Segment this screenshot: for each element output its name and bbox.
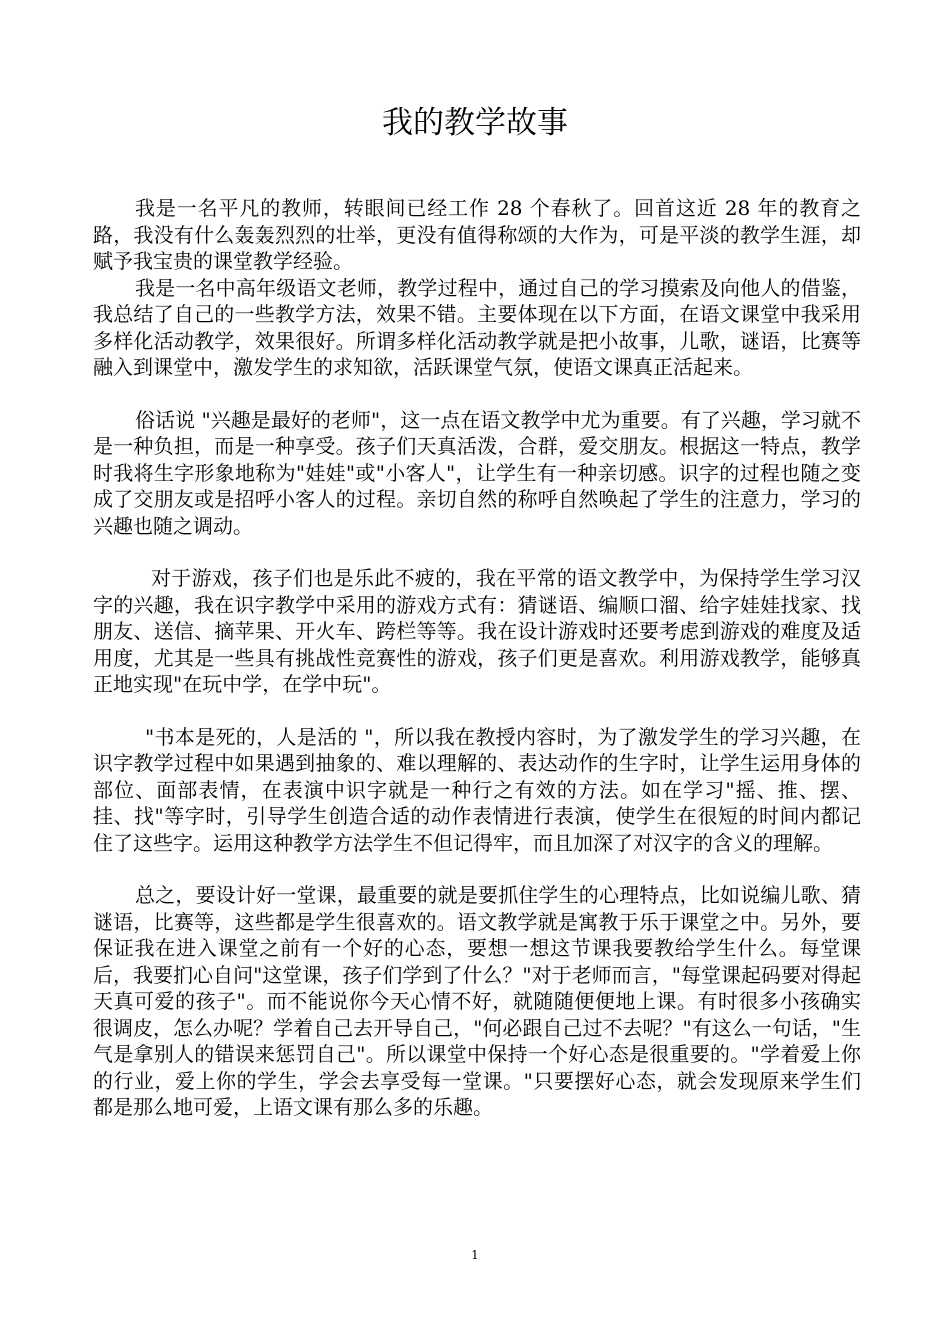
- paragraph-spacer: [93, 539, 861, 565]
- paragraph-teaching-methods: 我是一名中高年级语文老师，教学过程中，通过自己的学习摸索及向他人的借鉴，我总结了自己的一些教学方法，效果不错。主要体现在以下方面，在语文课堂中我采用多样化活动教学，效果很好。所谓多样化活动教学就是把小故事，儿歌，谜语，比赛等融入到课堂中，激发学生的求知欲，活跃课堂气氛，使语文课真正活起来。: [93, 275, 861, 379]
- paragraph-spacer: [93, 381, 861, 407]
- paragraph-intro: 我是一名平凡的教师，转眼间已经工作 28 个春秋了。回首这近 28 年的教育之路，我没有什么轰轰烈烈的壮举，更没有值得称颂的大作为，可是平淡的教学生涯，却赋予我宝贵的课堂教学经验。: [93, 196, 861, 273]
- paragraph-interest: 俗话说 "兴趣是最好的老师"，这一点在语文教学中尤为重要。有了兴趣，学习就不是一种负担，而是一种享受。孩子们天真活泼，合群，爱交朋友。根据这一特点，教学时我将生字形象地称为"娃娃"或"小客人"，让学生有一种亲切感。识字的过程也随之变成了交朋友或是招呼小客人的过程。亲切自然的称呼自然唤起了学生的注意力，学习的兴趣也随之调动。: [93, 407, 861, 538]
- document-title: 我的教学故事: [382, 105, 568, 141]
- paragraph-spacer: [93, 698, 861, 724]
- page-number: 1: [471, 1248, 479, 1262]
- paragraph-performance: "书本是死的，人是活的 "，所以我在教授内容时，为了激发学生的学习兴趣，在识字教学过程中如果遇到抽象的、难以理解的、表达动作的生字时，让学生运用身体的部位、面部表情，在表演中识字就是一种行之有效的方法。如在学习"摇、推、摆、挂、找"等字时，引导学生创造合适的动作表情进行表演，使学生在很短的时间内都记住了这些字。运用这种教学方法学生不但记得牢，而且加深了对汉字的含义的理解。: [93, 724, 861, 855]
- document-body: [93, 195, 861, 1121]
- paragraph-games: 对于游戏，孩子们也是乐此不疲的，我在平常的语文教学中，为保持学生学习汉字的兴趣，我在识字教学中采用的游戏方式有：猜谜语、编顺口溜、给字娃娃找家、找朋友、送信、摘苹果、开火车、跨栏等等。我在设计游戏时还要考虑到游戏的难度及适用度，尤其是一些具有挑战性竞赛性的游戏，孩子们更是喜欢。利用游戏教学，能够真正地实现"在玩中学，在学中玩"。: [93, 566, 861, 696]
- paragraph-spacer: [93, 856, 861, 882]
- paragraph-conclusion: 总之，要设计好一堂课，最重要的就是要抓住学生的心理特点，比如说编儿歌、猜谜语，比赛等，这些都是学生很喜欢的。语文教学就是寓教于乐于课堂之中。另外，要保证我在进入课堂之前有一个好的心态，要想一想这节课我要教给学生什么。每堂课后，我要扪心自问"这堂课，孩子们学到了什么？"对于老师而言，"每堂课起码要对得起天真可爱的孩子"。而不能说你今天心情不好，就随随便便地上课。有时很多小孩确实很调皮，怎么办呢？学着自己去开导自己，"何必跟自己过不去呢？"有这么一句话，"生气是拿别人的错误来惩罚自己"。所以课堂中保持一个好心态是很重要的。"学着爱上你的行业，爱上你的学生，学会去享受每一堂课。"只要摆好心态，就会发现原来学生们都是那么地可爱，上语文课有那么多的乐趣。: [93, 883, 861, 1119]
